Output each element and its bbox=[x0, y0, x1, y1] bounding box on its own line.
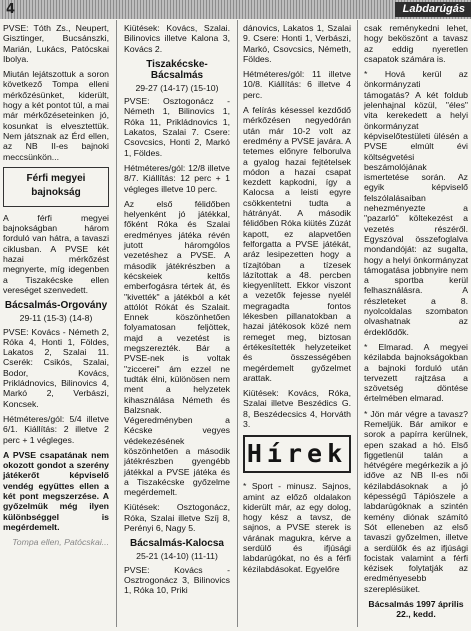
paragraph: * Sport - minusz. Sajnos, amint az előző oldalakon kiderült már, az egy dolog, hogy kész a tavsz, de sajnos, a PVSE sterek is várának magukra, kérve a serdülő és ifjúsági labdarúgókat, no és a férfi kézilabdásokat. Egyelőre bbox=[243, 481, 351, 574]
paragraph: * Elmarad. A megyei kézilabda bajnokságokban a bajnoki forduló után tervezett rajtzása a szövetség döntése értelmében elmarad. bbox=[364, 341, 468, 404]
paragraph: A férfi megyei bajnokságban három forduló van hátra, a tavaszi ciklusban. A PVSE két hazai mérkőzést megnyerte, míg idegenben a Tiszakécske ellen vereséget szenvedett. bbox=[3, 212, 109, 295]
column-divider bbox=[116, 20, 117, 627]
match-title: Bácsalmás-Kalocsa bbox=[130, 538, 224, 550]
column-4 bbox=[364, 23, 468, 625]
paragraph: Az első félidőben helyenként jó játékkal, főként Róka és Szalai eredményes játéka révén jutott háromgólos vezetéshez a PVSE. A második játékrészben a kécskeiek keltős emberfogásra tértek át, és "kivették" a játékból a két attólót Rókát és Szalait. Ennek köszönhetően folyamatosan feljöttek, majd a vezetést is megszerezték. Bár a PVSE-nek is voltak "ziccerei" ám ezzel ne tudták élni, különösen nem ment a helyzetek kihasználása Németh és Balzsnak. Végeredményben a Kécske vegyes védekezésének köszönhetően a második játékrészben gyengébb játékkal a PVSE játéka és a Tiszakécske győzelme megérdemelt. bbox=[124, 198, 230, 498]
paragraph: A felírás késessel kezdődő mérkőzésen negyedórán után már 10-2 volt az eredmény a PVSE javára. A tetemes előnyre felborulva a gyalog hazai fejtételsek módon a hazai csapat kezdett kapkodni, így a Kalocsa a leisti egyre csökkentetni tudta a hátrányát. A második félidőben Róka kiütés Zúzát kapott, ez alapvetően felforgatta a PVSE játékát, aráz lesipezetten hogy a tízajtóban a tízesek lázítottak a 48. percben kiegyenlített. Ekkor viszont a vezetők fejesse nyelél megragadta fontos lékesben pillanatokban a hazai játékosok közé nem remeget meg, biztosan értékesítették helyzeteiket és összességében megérdemelt győzelmet arattak. bbox=[243, 105, 351, 383]
match-score: 29-27 (14-17) (15-10) bbox=[135, 82, 219, 93]
dateline: Bácsalmás 1997 április 22., kedd. bbox=[368, 599, 464, 620]
paragraph: * Hová kerül az önkormányzati támogatás? A két foldub jelenhajnal közül, "éles" vita kerekedett a helyi önkormányzat képviselőtestületi ülésén a PVSE elmúlt évi költségvetési beszámolójának ismertetése során. Az egyik képviselő felszólalásaiban nehezményezte a "pazarló" költekezést a vezetés részéről. Egyszóval összefoglalva mondandóját: az sugalta, hogy a helyi önkormányzat támogatása jobbnyire nem a sportba kerül felhasználásra. A részleteket a 8. nyolcoldalas szombaton olvashatnak az érdeklődők. bbox=[364, 69, 468, 337]
news-heading-box bbox=[243, 435, 351, 473]
section-title: Labdarúgás bbox=[395, 2, 471, 17]
paragraph: A PVSE csapatának nem okozott gondot a szerény játékerőt képviselő vendég együttes ellen a két pont megszerzése. A győzelmük még ilyen különbséggel is megérdemelt. bbox=[3, 449, 109, 532]
paragraph: csak reménykedni lehet, hogy beköszönt a tavasz az eddig nyeretlen csapatok számára is. bbox=[364, 23, 468, 64]
paragraph: PVSE: Tóth Zs., Neupert, Gisztinger, Bucsánszki, Marián, Lukács, Patócskai Ibolya. bbox=[3, 23, 109, 64]
paragraph: dánovics, Lakatos 1, Szalai 9. Csere: Honti 1, Verbászi, Markó, Csovcsics, Németh, Földes. bbox=[243, 23, 351, 64]
footnote: Tompa ellen, Patócskai... bbox=[12, 537, 109, 548]
column-2 bbox=[124, 23, 230, 601]
paragraph: Kiütések: Osztogonácz, Róka, Szalai illetve Szíj 8, Perényi 6, Nagy 5. bbox=[124, 502, 230, 534]
paragraph: PVSE: Osztogonácz - Németh 1, Bilinovics 1, Róka 11, Prikládnovics 1, Lakatos, Szalai 7. Csere: Csovcsics, Honti 2, Markó 1, Földes. bbox=[124, 96, 230, 158]
paragraph: PVSE: Kovács - Németh 2, Róka 4, Honti 1, Földes, Lakatos 2, Szalai 11. Cserék: Csikós, Szalai, Bodor, Kovács, Prikládnovics, Bilinovics 4, Markó 2, Verbászi, Koncsek. bbox=[3, 326, 109, 409]
paragraph: Hétméteres/gól: 5/4 illetve 6/1. Kiállítás: 2 illetve 2 perc + 1 végleges. bbox=[3, 413, 109, 445]
section-heading: Férfi megyei bajnokság bbox=[26, 172, 86, 198]
paragraph: Kiütések: Kovács, Szalai. Bilinovics illetve Kalona 3, Kovács 2. bbox=[124, 23, 230, 54]
section-box bbox=[3, 167, 109, 207]
column-divider bbox=[237, 20, 238, 627]
paragraph: * Jön már végre a tavasz? Remeljük. Bár amikor e sorok a papírra kerülnek, epen szakad a hó. Első figgetlenül talán a hétvégére megérkezik a jó időve az NB II-es női kézilabdásoknak a jó képességű Tápiószele a labdarúgóknak a szintén kemény diónak számító Sót elleneben az első tavaszi győzelmen, illetve a serdülők és az ifjúsági focistak valamint a férfi kézisek folytatják az eredményesebb szereplésüket. bbox=[364, 408, 468, 594]
match-title: Tiszakécske-Bácsalmás bbox=[146, 58, 208, 81]
page-number: 4 bbox=[6, 2, 16, 17]
column-3 bbox=[243, 23, 351, 579]
paragraph: Hétméteres/gól: 11 illetve 10/8. Kiállítás: 6 illetve 4 perc. bbox=[243, 69, 351, 100]
page-header bbox=[0, 0, 471, 19]
column-divider bbox=[357, 20, 358, 627]
news-heading: Hírek bbox=[246, 439, 348, 469]
match-title: Bácsalmás-Orgovány bbox=[4, 300, 108, 312]
match-score: 29-11 (15-3) (14-8) bbox=[19, 313, 93, 324]
paragraph: Kiütések: Kovács, Róka, Szalai illetve Beszédics G. 8, Beszédecsics 4, Horváth 3. bbox=[243, 388, 351, 429]
column-1 bbox=[3, 23, 109, 552]
paragraph: Miután lejátszottuk a soron következő Tompa elleni mérkőzésünket, kiderült, hogy a két pontot túl, a mai már mérkőzéseteinken jó, kosunkat is elvesztettük. Nem játsznak az Érd ellen, az NB II-es bajnoki meccsünkön... bbox=[3, 69, 109, 162]
match-score: 25-21 (14-10) (11-11) bbox=[136, 551, 218, 562]
paragraph: Hétméteres/gól: 12/8 illetve 8/7. Kiállítás: 12 perc + 1 végleges illetve 10 perc. bbox=[124, 162, 230, 194]
paragraph: PVSE: Kovács - Osztrogonácz 3, Bilinovics 1, Róka 10, Priki bbox=[124, 564, 230, 596]
